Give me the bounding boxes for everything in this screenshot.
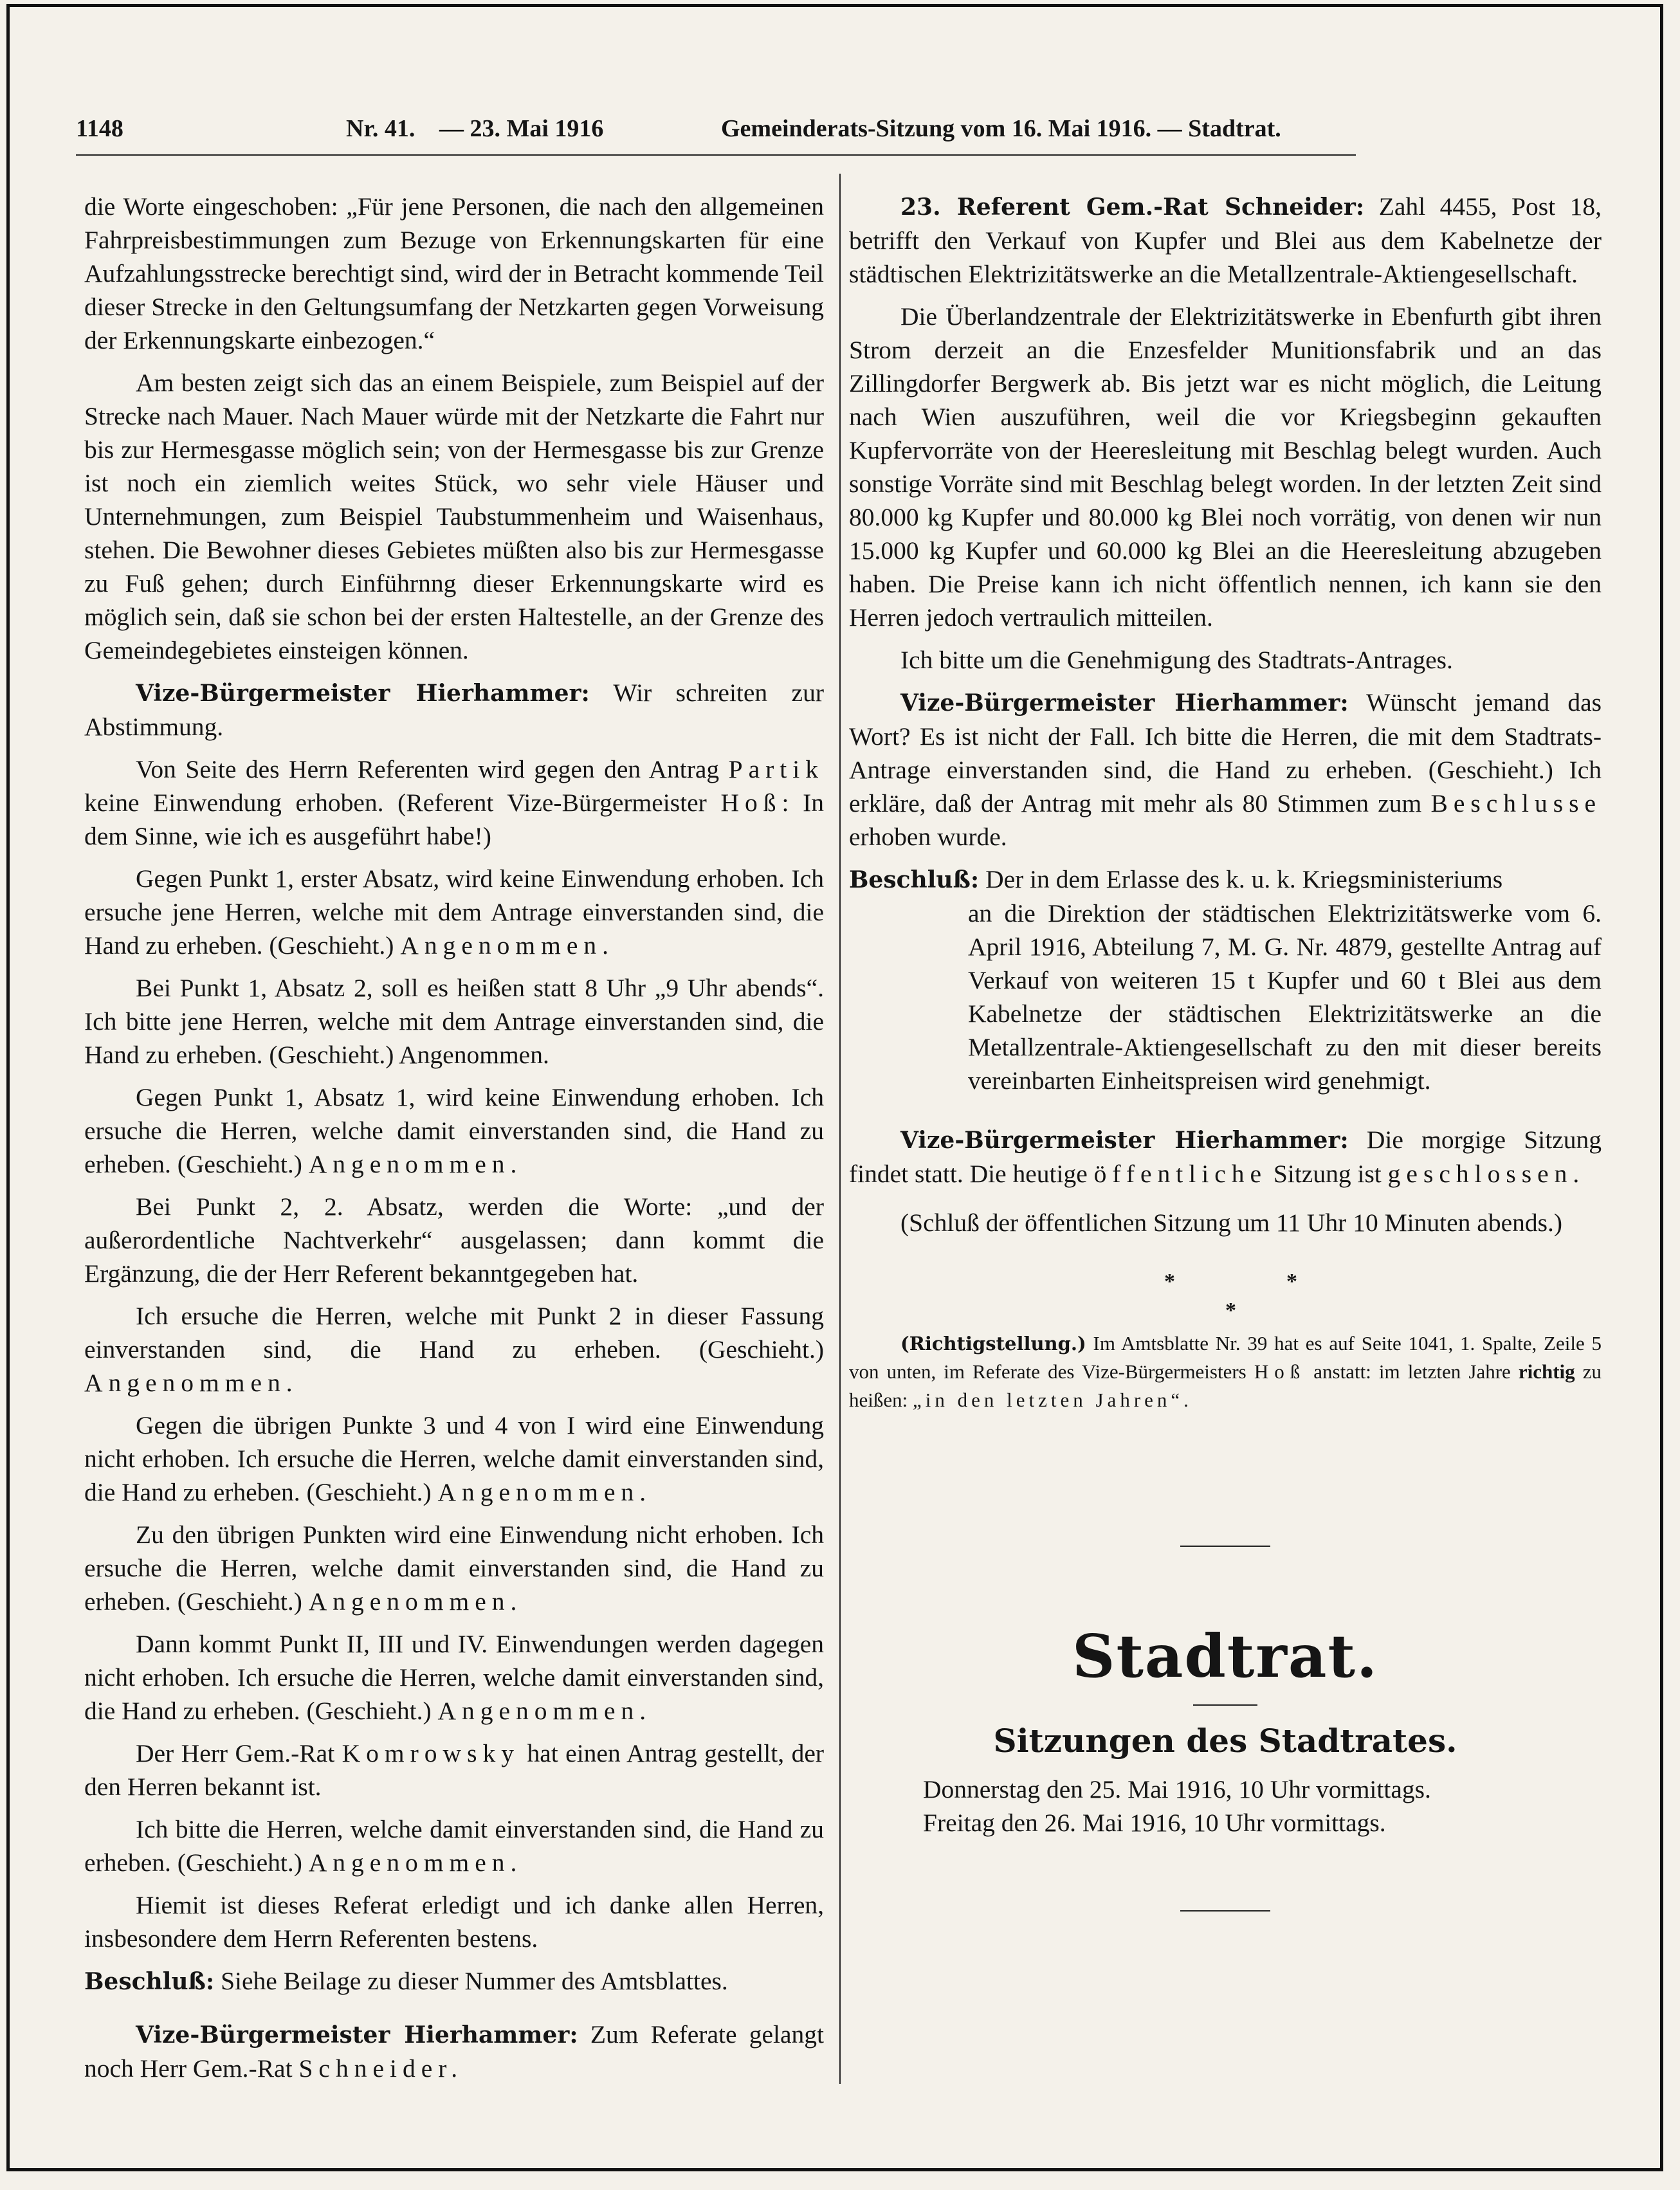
paragraph-text: erhoben wurde. [849,823,1007,851]
paragraph-text: Zahl 4455, Post 18, betrifft den Verkauf von Kupfer und Blei aus dem Kabelnetze der städtischen Elektrizitätswerke an die Metallzentrale-Aktiengesellschaft. [849,192,1602,288]
correction-label: (Richtigstellung.) [900,1333,1086,1355]
paragraph-text: Am besten zeigt sich das an einem Beispiele, zum Beispiel auf der Strecke nach Mauer. Nach Mauer würde mit der Netzkarte die Fahrt nur bis zur Hermesgasse möglich sein; von der Hermesgasse bis zur Grenze ist noch ein ziemlich weites Stück, wo sehr viele Häuser und Unternehmungen, zum Beispiel Taubstummenheim und Waisenhaus, stehen. Die Bewohner dieses Gebietes müßten also bis zur Hermesgasse zu Fuß gehen; durch Einführnng dieser Erkennungskarte wird es möglich sein, daß sie schon bei der ersten Haltestelle, an der Grenze des Gemeindegebietes einsteigen können. [84,369,824,664]
spaced-name: Hoß [720,789,782,817]
agenda-item [849,190,1602,291]
star: * [1225,1299,1236,1322]
page-number: 1148 [76,115,123,142]
paragraph [84,971,824,1072]
paragraph [84,1888,824,1955]
spaced-word: öffentliche [1093,1160,1268,1188]
paragraph-text: zu heißen: [849,1360,1602,1411]
resolution-text: Der in dem Erlasse des k. u. k. Kriegsministeriums [985,865,1503,893]
paragraph [849,686,1602,853]
spaced-word: Angenommen. [84,1369,298,1397]
speaker-name: Vize-Bürgermeister Hierhammer: [136,680,590,707]
resolution-first-line [849,862,1602,897]
paragraph-text: : In dem Sinne, wie ich es ausgeführt habe!) [84,789,824,850]
paragraph-text: anstatt: im letzten Jahre [1306,1360,1511,1383]
paragraph-text: (Schluß der öffentlichen Sitzung um 11 Uhr 10 Minuten abends.) [900,1209,1563,1237]
paragraph-text: Wir schreiten zur Abstimmung. [84,679,824,741]
paragraph [84,1190,824,1290]
paragraph-text: Dann kommt Punkt II, III und IV. Einwendungen werden dagegen nicht erhoben. Ich ersuche die Herren, welche damit einverstanden sind, die Hand zu erheben. (Geschieht.) [84,1630,824,1725]
paragraph [849,1123,1602,1191]
spaced-word: Angenommen. [400,931,615,960]
right-column [849,190,1602,1912]
paragraph-text: Bei Punkt 1, Absatz 2, soll es heißen statt 8 Uhr „9 Uhr abends“. Ich bitte jene Herren, welche mit dem Antrage einverstanden sind, die Hand zu erheben. (Geschieht.) Angenommen. [84,974,824,1069]
left-column [84,190,824,2094]
spaced-name: Komrowsky [342,1739,520,1767]
spaced-name: Hoß [1254,1360,1306,1383]
paragraph [84,190,824,357]
paragraph-text: Sitzung ist [1273,1160,1382,1188]
spaced-word: Angenommen. [437,1697,652,1725]
spaced-name: Partik [728,755,824,783]
issue-date: — 23. Mai 1916 [439,115,604,142]
end-rule [1180,1910,1270,1912]
subsection-title: Sitzungen des Stadtrates. [993,1722,1457,1760]
speaker-name: Vize-Bürgermeister Hierhammer: [900,689,1349,716]
paragraph-text: Die morgige Sitzung findet statt. Die heutige [849,1126,1602,1188]
paragraph [849,643,1602,677]
resolution [84,1964,824,1998]
spaced-word: Beschlusse [1430,789,1602,817]
paragraph [84,1518,824,1618]
spaced-word: Angenommen. [308,1587,523,1616]
paragraph-text: Die Überlandzentrale der Elektrizitätswerke in Ebenfurth gibt ihren Strom derzeit an die Enzesfelder Munitionsfabrik und an das Zillingdorfer Bergwerk ab. Bis jetzt war es nicht möglich, die Leitung nach Wien auszuführen, weil die vor Kriegsbeginn gekauften Kupfervorräte von der Heeresleitung mit Beschlag belegt wurden. Auch sonstige Vorräte sind mit Beschlag belegt worden. In der letzten Zeit sind 80.000 kg Kupfer und 80.000 kg Blei noch vorrätig, von denen wir nun 15.000 kg Kupfer und 60.000 kg Blei an die Heeresleitung abzugeben haben. Die Preise kann ich nicht öffentlich nennen, ich kann sie den Herren jedoch vertraulich mitteilen. [849,302,1602,632]
spaced-name: Schneider. [298,2054,464,2083]
star: * [1164,1270,1175,1293]
paragraph [84,2018,824,2085]
resolution-text: Siehe Beilage zu dieser Nummer des Amtsblattes. [221,1967,728,1995]
spaced-word: Angenommen. [308,1150,523,1178]
paragraph-text: Der Herr Gem.-Rat [136,1739,335,1767]
speaker-name: Vize-Bürgermeister Hierhammer: [136,2021,578,2049]
asterism [849,1259,1602,1329]
spaced-word: Angenommen. [437,1478,652,1506]
paragraph [84,1081,824,1181]
paragraph [84,1812,824,1879]
header-rule [76,154,1356,156]
paragraph-text: Von Seite des Herrn Referenten wird gegen den Antrag [136,755,720,783]
session-list [849,1773,1602,1839]
paragraph [849,1206,1602,1239]
resolution-body [968,897,1602,1097]
spaced-word: Angenommen. [308,1848,523,1877]
paragraph-text: Gegen Punkt 1, erster Absatz, wird keine Einwendung erhoben. Ich ersuche jene Herren, welche mit dem Antrage einverstanden sind, die Hand zu erheben. (Geschieht.) [84,864,824,960]
session-entry: Donnerstag den 25. Mai 1916, 10 Uhr vormittags. [923,1775,1431,1803]
paragraph-text: keine Einwendung erhoben. (Referent Vize-Bürgermeister [84,789,707,817]
paragraph [84,1627,824,1728]
spaced-word: „in den letzten Jahren“. [913,1389,1192,1411]
paragraph [84,1409,824,1509]
paragraph-text: Bei Punkt 2, 2. Absatz, werden die Worte: „und der außerordentliche Nachtverkehr“ ausgelassen; dann kommt die Ergänzung, die der Herr Referent bekanntgegeben hat. [84,1192,824,1288]
resolution-text: an die Direktion der städtischen Elektrizitätswerke vom 6. April 1916, Abteilung 7, M. G. Nr. 4879, gestellte Antrag auf Verkauf von weiteren 15 t Kupfer und 60 t Blei aus dem Kabelnetze der städtischen Elektrizitätswerke an die Metallzentrale-Aktiengesellschaft zu den mit dieser bereits vereinbarten Einheitspreisen wird genehmigt. [968,899,1602,1095]
paragraph-text: hat einen Antrag gestellt, der den Herren bekannt ist. [84,1739,824,1801]
resolution-label: Beschluß: [84,1968,215,1995]
column-divider [839,174,841,2084]
resolution-label: Beschluß: [849,866,980,893]
paragraph [849,300,1602,634]
paragraph [84,676,824,744]
paragraph [84,1737,824,1803]
running-title: Gemeinderats-Sitzung vom 16. Mai 1916. — Stadtrat. [721,115,1281,142]
paragraph-text: Im Amtsblatte Nr. 39 hat es auf Seite 1041, 1. Spalte, Zeile 5 von unten, im Referate des Vize-Bürgermeisters [849,1332,1602,1383]
paragraph-text: die Worte eingeschoben: „Für jene Personen, die nach den allgemeinen Fahrpreisbestimmungen zum Bezuge von Erkennungskarten für eine Aufzahlungsstrecke berechtigt sind, wird der in Betracht kommende Teil dieser Strecke in den Geltungsumfang der Netzkarten gegen Vorweisung der Erkennungskarte einbezogen.“ [84,192,824,354]
paragraph-text: Ich bitte die Herren, welche damit einverstanden sind, die Hand zu erheben. (Geschieht.) [84,1815,824,1877]
paragraph-text: Hiemit ist dieses Referat erledigt und ich danke allen Herren, insbesondere dem Herrn Referenten bestens. [84,1891,824,1953]
section-title: Stadtrat. [1072,1621,1378,1691]
paragraph [84,862,824,962]
correction-note [849,1329,1602,1414]
paragraph [84,753,824,853]
star: * [1286,1270,1297,1293]
session-entry: Freitag den 26. Mai 1916, 10 Uhr vormittags. [923,1809,1386,1837]
paragraph-text: Ich bitte um die Genehmigung des Stadtrats-Antrages. [900,646,1453,674]
resolution [849,862,1602,1097]
spaced-word: geschlossen. [1387,1160,1585,1188]
issue-number: Nr. 41. [346,115,415,142]
paragraph-text: Gegen Punkt 1, Absatz 1, wird keine Einwendung erhoben. Ich ersuche die Herren, welche damit einverstanden sind, die Hand zu erheben. (Geschieht.) [84,1083,824,1178]
paragraph [84,366,824,667]
paragraph-text: Ich ersuche die Herren, welche mit Punkt 2 in dieser Fassung einverstanden sind, die Hand zu erheben. (Geschieht.) [84,1302,824,1364]
speaker-name: Vize-Bürgermeister Hierhammer: [900,1127,1349,1154]
speaker-name: 23. Referent Gem.-Rat Schneider: [900,194,1365,221]
bold-word: richtig [1518,1360,1575,1383]
paragraph-text: Zum Referate gelangt noch Herr Gem.-Rat [84,2020,824,2083]
paragraph-text: Gegen die übrigen Punkte 3 und 4 von I wird eine Einwendung nicht erhoben. Ich ersuche die Herren, welche damit einverstanden sind, die Hand zu erheben. (Geschieht.) [84,1411,824,1506]
paragraph-text: Zu den übrigen Punkten wird eine Einwendung nicht erhoben. Ich ersuche die Herren, welche damit einverstanden sind, die Hand zu erheben. (Geschieht.) [84,1520,824,1616]
paragraph-text: Wünscht jemand das Wort? Es ist nicht der Fall. Ich bitte die Herren, die mit dem Stadtrats-Antrage einverstanden sind, die Hand zu erheben. (Geschieht.) Ich erkläre, daß der Antrag mit mehr als 80 Stimmen zum [849,688,1602,817]
page-header [76,114,1362,153]
paragraph [84,1299,824,1400]
